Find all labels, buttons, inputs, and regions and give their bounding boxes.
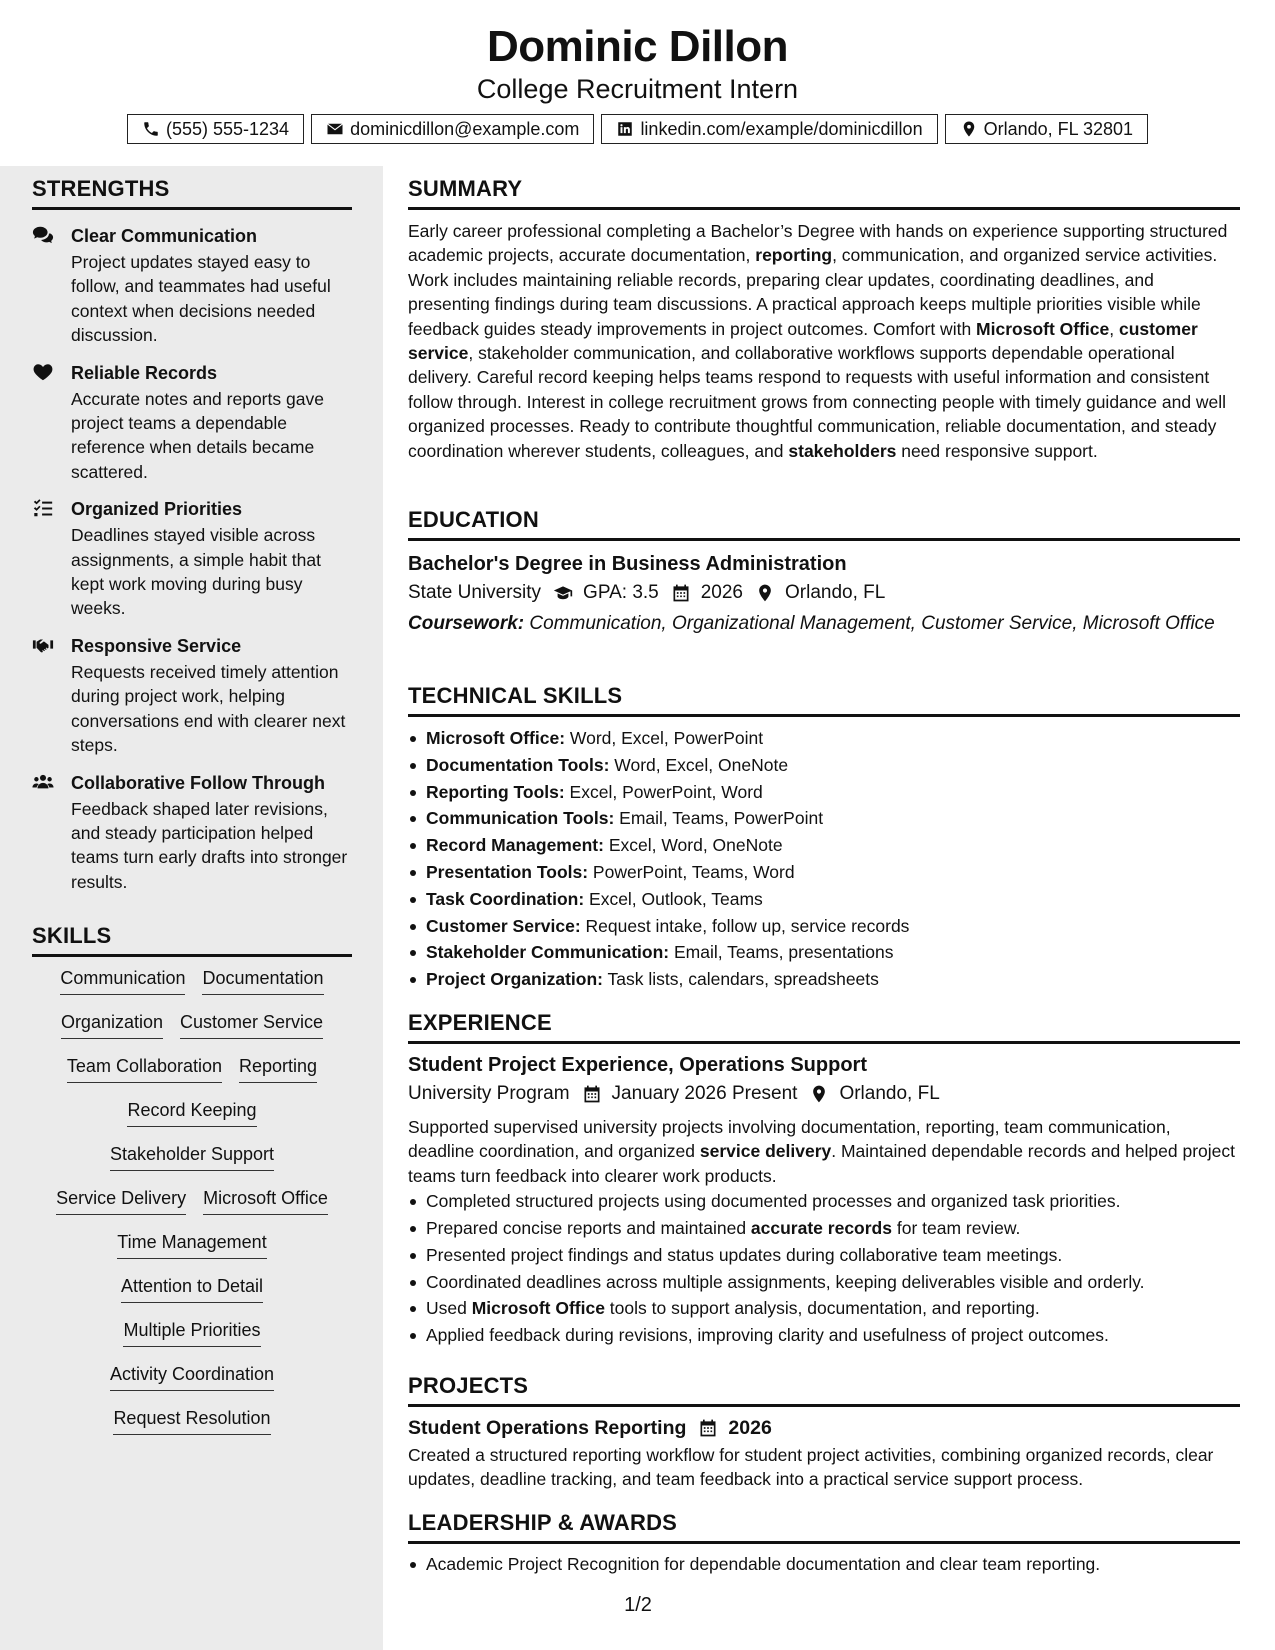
skill-tag: Team Collaboration: [67, 1053, 222, 1083]
skill-tag: Attention to Detail: [121, 1273, 263, 1303]
education-meta: [408, 578, 1240, 608]
strength-desc: Feedback shaped later revisions, and steady participation helped teams turn early drafts into stronger results.: [71, 798, 348, 892]
contact-phone-text: (555) 555-1234: [165, 118, 290, 139]
strength-title: Clear Communication: [71, 226, 258, 246]
graduation-year: 2026: [700, 582, 744, 603]
map-pin-icon: [960, 120, 978, 138]
handshake-icon: [32, 634, 54, 656]
contact-linkedin[interactable]: [601, 114, 937, 144]
envelope-icon: [326, 120, 344, 138]
leadership-item: Academic Project Recognition for dependable documentation and clear team reporting.: [408, 1551, 1240, 1578]
strength-desc: Requests received timely attention during project work, helping conversations end with clearer next steps.: [71, 661, 346, 756]
contact-location[interactable]: [945, 114, 1148, 144]
technical-skill-item: Reporting Tools: Excel, PowerPoint, Word: [408, 779, 1240, 806]
calendar-icon: [582, 1084, 602, 1104]
technical-skill-item: Task Coordination: Excel, Outlook, Teams: [408, 886, 1240, 913]
contact-email[interactable]: [311, 114, 594, 144]
experience-meta: [408, 1079, 1240, 1109]
candidate-role: College Recruitment Intern: [476, 74, 799, 104]
experience-bullet: Presented project findings and status updates during collaborative team meetings.: [408, 1242, 1240, 1269]
strength-item: [32, 634, 352, 758]
strengths-heading: STRENGTHS: [32, 176, 352, 210]
contact-linkedin-text: linkedin.com/example/dominicdillon: [640, 118, 923, 139]
gpa: GPA: 3.5: [583, 582, 659, 603]
emphasis: Microsoft Office: [471, 1298, 605, 1319]
organization: University Program: [408, 1083, 570, 1104]
technical-skill-item: Communication Tools: Email, Teams, PowerPoint: [408, 805, 1240, 832]
project-desc: Created a structured reporting workflow for student project activities, combining organized records, clear updates, deadline tracking, and team feedback into a practical service support process.: [408, 1445, 1214, 1490]
strength-item: [32, 361, 352, 485]
project-header: [408, 1413, 1240, 1443]
summary-text: Early career professional completing a Bachelor’s Degree with hands on experience supporting structured academic projects, accurate documentation, reporting, communication, and organized service activities. Work includes maintaining reliable records, preparing clear updates, coordinating deadlines, and presenting findings during team discussions. A practical approach keeps multiple priorities visible while feedback guides steady improvements in project outcomes. Comfort with Microsoft Office, customer service, stakeholder communication, and collaborative workflows supports dependable operational delivery. Careful record keeping helps teams respond to requests with useful information and consistent follow through. Interest in college recruitment grows from connecting people with timely guidance and well organized processes. Ready to contribute thoughtful communication, reliable documentation, and steady coordination wherever students, colleagues, and stakeholders need responsive support.: [408, 221, 1228, 461]
sidebar: [0, 166, 383, 1650]
chat-bubbles-icon: [32, 224, 54, 246]
heart-icon: [32, 361, 54, 383]
skill-tag: Activity Coordination: [110, 1361, 274, 1391]
calendar-icon: [671, 583, 691, 603]
skill-tag: Communication: [60, 965, 185, 995]
skills-heading: SKILLS: [32, 923, 352, 957]
projects-heading: PROJECTS: [408, 1373, 1240, 1407]
projects-section: [408, 1373, 1240, 1492]
leadership-section: [408, 1510, 1240, 1578]
experience-bullets: [408, 1188, 1240, 1349]
technical-skill-item: Project Organization: Task lists, calendars, spreadsheets: [408, 966, 1240, 993]
skill-tag: Stakeholder Support: [110, 1141, 274, 1171]
degree-title: Bachelor's Degree in Business Administration: [408, 553, 847, 575]
coursework-label: Coursework:: [408, 613, 525, 634]
emphasis: accurate records: [750, 1218, 892, 1239]
skill-tag: Organization: [61, 1009, 163, 1039]
emphasis: service delivery: [699, 1141, 832, 1162]
contact-email-text: dominicdillon@example.com: [350, 118, 580, 139]
resume-header: [0, 0, 1275, 166]
strength-title: Responsive Service: [71, 635, 242, 656]
technical-skill-item: Customer Service: Request intake, follow up, service records: [408, 913, 1240, 940]
school-name: State University: [408, 582, 542, 603]
skill-tag: Documentation: [202, 965, 323, 995]
job-title: Student Project Experience, Operations Support: [408, 1054, 867, 1076]
skill-tag: Time Management: [117, 1229, 266, 1259]
strengths-section: [32, 176, 352, 894]
skill-tag: Service Delivery: [56, 1185, 186, 1215]
school-location: Orlando, FL: [785, 582, 886, 603]
experience-bullet: Applied feedback during revisions, improving clarity and usefulness of project outcomes.: [408, 1322, 1240, 1349]
experience-bullet: Used Microsoft Office tools to support analysis, documentation, and reporting.: [408, 1295, 1240, 1322]
project-year: 2026: [728, 1417, 772, 1439]
skill-tag: Microsoft Office: [203, 1185, 328, 1215]
emphasis: stakeholders: [788, 440, 897, 461]
leadership-list: [408, 1551, 1240, 1578]
page-indicator: 1/2: [624, 1594, 652, 1616]
leadership-heading: LEADERSHIP & AWARDS: [408, 1510, 1240, 1544]
experience-bullet: Coordinated deadlines across multiple assignments, keeping deliverables visible and orderly.: [408, 1269, 1240, 1296]
job-dates: January 2026 Present: [611, 1083, 798, 1104]
summary-heading: SUMMARY: [408, 176, 1240, 210]
technical-skill-item: Microsoft Office: Word, Excel, PowerPoint: [408, 725, 1240, 752]
skill-tag: Record Keeping: [127, 1097, 256, 1127]
experience-intro: Supported supervised university projects involving documentation, reporting, team communication, deadline coordination, and organized service delivery. Maintained dependable records and helped project teams turn feedback into clearer work products.: [408, 1117, 1236, 1186]
technical-skill-item: Presentation Tools: PowerPoint, Teams, Word: [408, 859, 1240, 886]
candidate-name: Dominic Dillon: [487, 22, 788, 71]
contact-bar: [0, 114, 1275, 144]
emphasis: reporting: [755, 245, 833, 266]
contact-phone[interactable]: [127, 114, 304, 144]
checklist-icon: [32, 497, 54, 519]
experience-section: [408, 1010, 1240, 1349]
experience-bullet: Prepared concise reports and maintained accurate records for team review.: [408, 1215, 1240, 1242]
map-pin-icon: [809, 1084, 829, 1104]
contact-location-text: Orlando, FL 32801: [983, 118, 1134, 139]
strength-item: [32, 497, 352, 621]
technical-skills-heading: TECHNICAL SKILLS: [408, 683, 1240, 717]
skill-tag: Customer Service: [180, 1009, 323, 1039]
experience-heading: EXPERIENCE: [408, 1010, 1240, 1044]
job-location: Orlando, FL: [839, 1083, 940, 1104]
strength-desc: Project updates stayed easy to follow, and teammates had useful context when decisions needed discussion.: [71, 252, 331, 346]
education-heading: EDUCATION: [408, 507, 1240, 541]
technical-skill-item: Stakeholder Communication: Email, Teams, presentations: [408, 939, 1240, 966]
linkedin-icon: [616, 120, 634, 138]
experience-bullet: Completed structured projects using documented processes and organized task priorities.: [408, 1188, 1240, 1215]
skills-list: [32, 965, 352, 1449]
strength-title: Organized Priorities: [71, 499, 243, 520]
users-icon: [32, 771, 54, 793]
strength-title: Reliable Records: [71, 362, 218, 383]
emphasis: Microsoft Office: [976, 318, 1110, 339]
skills-section: [32, 923, 352, 1449]
calendar-icon: [698, 1418, 718, 1438]
strength-title: Collaborative Follow Through: [71, 772, 325, 793]
strength-item: [32, 771, 352, 895]
skill-tag: Multiple Priorities: [123, 1317, 260, 1347]
graduation-cap-icon: [553, 583, 573, 603]
technical-skills-list: [408, 725, 1240, 993]
skill-tag: Reporting: [239, 1053, 317, 1083]
project-name: Student Operations Reporting: [408, 1417, 687, 1439]
map-pin-icon: [755, 583, 775, 603]
strength-item: [32, 224, 352, 348]
education-section: [408, 507, 1240, 636]
coursework-list: Communication, Organizational Management, Customer Service, Microsoft Office: [529, 613, 1215, 634]
technical-skills-section: [408, 683, 1240, 993]
strength-desc: Deadlines stayed visible across assignments, a simple habit that kept work moving during busy weeks.: [71, 525, 321, 619]
phone-icon: [142, 120, 160, 138]
technical-skill-item: Documentation Tools: Word, Excel, OneNote: [408, 752, 1240, 779]
technical-skill-item: Record Management: Excel, Word, OneNote: [408, 832, 1240, 859]
emphasis: customer service: [408, 318, 1198, 364]
strength-desc: Accurate notes and reports gave project teams a dependable reference when details became scattered.: [71, 388, 324, 482]
summary-section: [408, 176, 1240, 463]
skill-tag: Request Resolution: [113, 1405, 270, 1435]
coursework: [408, 612, 1240, 636]
